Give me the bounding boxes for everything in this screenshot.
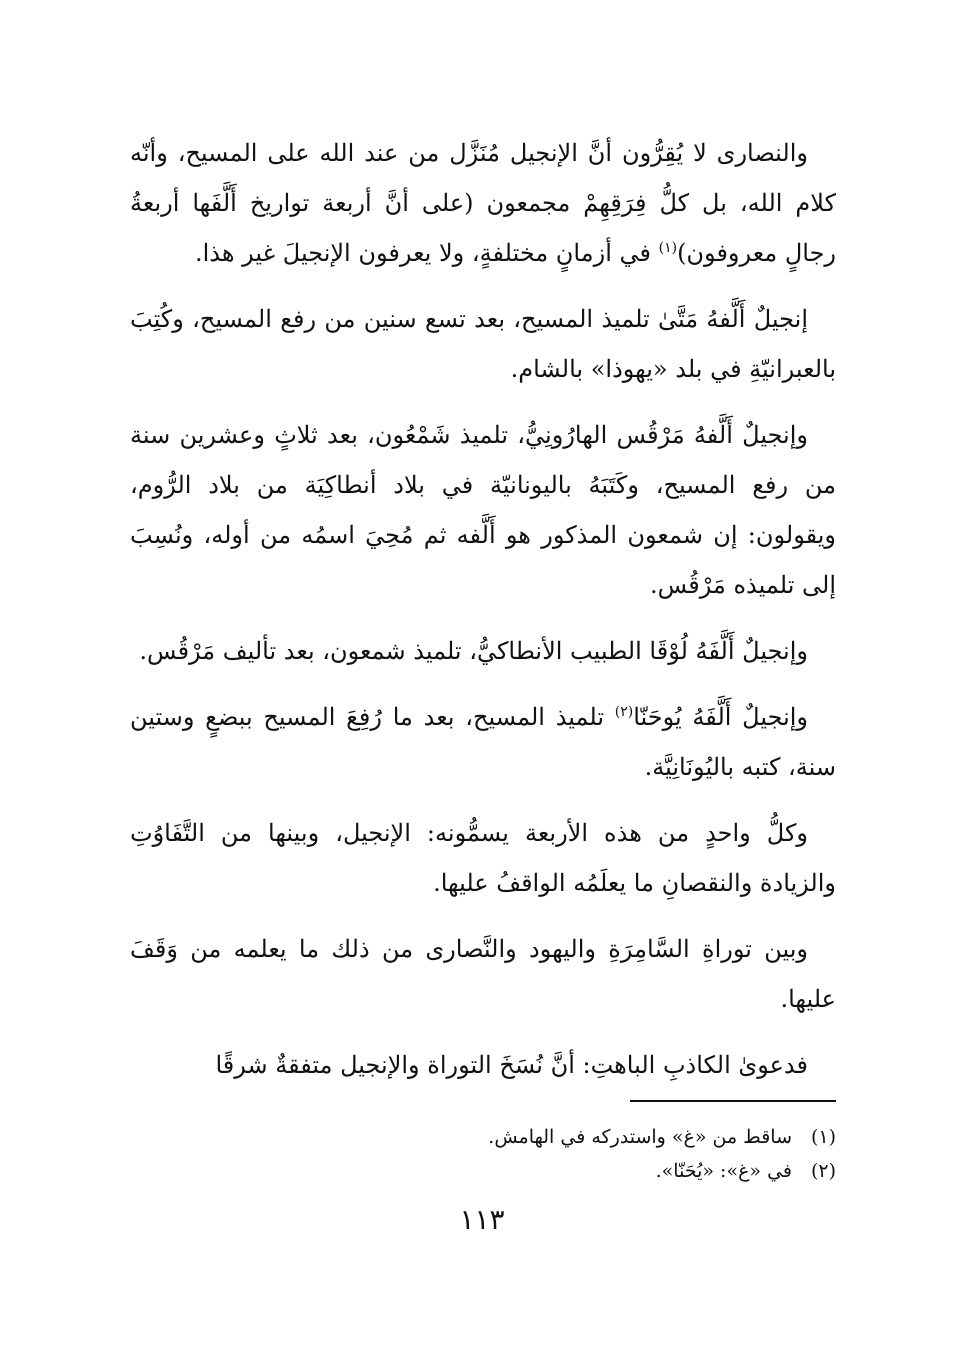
paragraph-1-tail: في أزمانٍ مختلفةٍ، ولا يعرفون الإنجيلَ غير هذا.: [194, 239, 659, 267]
footnote-ref-2: (٢): [614, 704, 634, 720]
footnote-2: [130, 1154, 836, 1188]
main-text: [130, 128, 836, 1106]
paragraph-7-text: وبين توراةِ السَّامِرَةِ واليهود والنَّصارى من ذلك ما يعلمه من وَقَفَ عليها.: [130, 935, 836, 1013]
paragraph-7: [130, 924, 836, 1024]
paragraph-4-text: وإنجيلٌ أَلَّفَهُ لُوْقَا الطبيب الأنطاكيُّ، تلميذ شمعون، بعد تأليف مَرْقُس.: [139, 637, 808, 665]
footnote-1-text: ساقط من «غ» واستدركه في الهامش.: [488, 1126, 792, 1148]
paragraph-6: [130, 808, 836, 908]
paragraph-6-text: وكلُّ واحدٍ من هذه الأربعة يسمُّونه: الإنجيل، وبينها من التَّفَاوُتِ والزيادة والنقصانِ ما يعلَمُه الواقفُ عليها.: [130, 819, 836, 897]
footnote-1-number: (١): [810, 1126, 836, 1148]
paragraph-2-text: إنجيلٌ أَلَّفهُ مَتَّىٰ تلميذ المسيح، بعد تسع سنين من رفع المسيح، وكُتِبَ بالعبرانيّةِ في بلد «يهوذا» بالشام.: [130, 305, 836, 383]
footnote-2-number: (٢): [810, 1160, 836, 1182]
paragraph-3: [130, 410, 836, 610]
footnote-1: [130, 1120, 836, 1154]
paragraph-4: [130, 626, 836, 676]
paragraph-5-tail: تلميذ المسيح، بعد ما رُفِعَ المسيح ببضعٍ وستين سنة، كتبه باليُونَانِيَّة.: [130, 703, 836, 781]
footnote-2-text: في «غ»: «يُحَنّا».: [655, 1160, 792, 1182]
paragraph-1-text: والنصارى لا يُقِرُّون أنَّ الإنجيل مُنَزَّل من عند الله على المسيح، وأنّه كلام الله، بل كلُّ فِرَقِهِمْ مجمعون (على أنَّ أربعة تواريخ أَلَّفَها أربعةُ رجالٍ معروفون): [130, 139, 836, 267]
footnote-ref-1: (١): [658, 240, 678, 256]
paragraph-1: [130, 128, 836, 278]
paragraph-5-text: وإنجيلٌ أَلَّفَهُ يُوحَنّا: [633, 703, 809, 731]
paragraph-3-text: وإنجيلٌ أَلَّفهُ مَرْقُس الهارُونِيُّ، تلميذ شَمْعُون، بعد ثلاثٍ وعشرين سنة من رفع المسيح، وكَتَبَهُ باليونانيّة في بلاد أنطاكِيَة من بلاد الرُّوم، ويقولون: إن شمعون المذكور هو أَلَّفه ثم مُحِيَ اسمُه من أوله، ونُسِبَ إلى تلميذه مَرْقُس.: [130, 421, 837, 599]
paragraph-8-text: فدعوىٰ الكاذبِ الباهتِ: أنَّ نُسَخَ التوراة والإنجيل متفقةٌ شرقًا: [215, 1051, 808, 1079]
paragraph-2: [130, 294, 836, 394]
paragraph-5: [130, 692, 836, 792]
footnote-divider: [630, 1100, 836, 1102]
paragraph-8: [130, 1040, 836, 1090]
page-number: ١١٣: [459, 1203, 505, 1236]
footnotes: [130, 1120, 836, 1188]
